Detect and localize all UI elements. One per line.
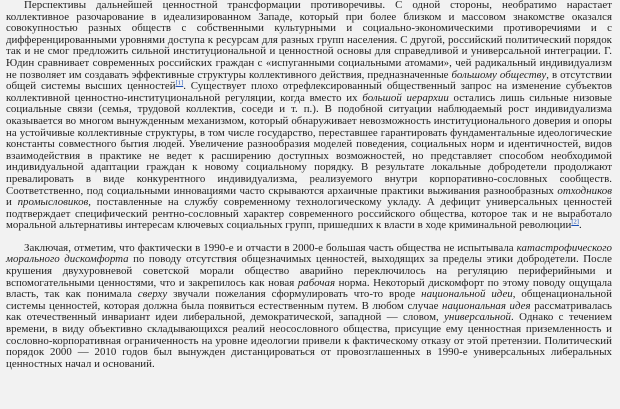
paragraph-1-text-2: , в отсутствии общей системы высших ценностей	[6, 68, 612, 93]
paragraph-2-emphasis-6: универсальной	[444, 311, 512, 324]
paragraph-2	[0, 243, 620, 371]
paragraph-1-text-6: , поставленные на службу современному технологическому укладу. А дефицит универсальных ценностей подтверждает специфический рентно-сословный характер современного российского общества, которое так и не выработало моральной альтернативы интересам ключевых социальных групп, пришедших к власти в ходе криминальной революции	[6, 196, 612, 232]
paragraph-2-text-3: норма. Некоторый дискомфорт по этому поводу ощущала власть, так как понимала	[6, 276, 612, 301]
paragraph-2-text-1: Заключая, отметим, что фактически в 1990-е и отчасти в 2000-е большая часть общества не испытывала	[24, 241, 517, 254]
paragraph-2-emphasis-3: сверху	[137, 288, 168, 301]
paragraph-2-text-6: рассматривалась как отечественный инвариант идеи либеральной, демократической, западной — словом,	[6, 299, 612, 324]
paragraph-1-emphasis-3: отходников	[557, 184, 612, 197]
paragraph-2-text-5: , общенациональной системы ценностей, которая должна была появиться естественным путем. В любом случае	[6, 288, 612, 312]
paragraph-1-emphasis-1: большому обществу	[451, 68, 547, 81]
paragraph-2-text-7: . Однако с течением времени, в виду объективно складывающихся реалий неосословного общества, присущие ему ценностная приземленность и сословно-корпоративная ограниченность на уровне идеологии привели к фактическому отказу от этой претензии. Политический порядок 2000 — 2010 годов был вынужден дистанцироваться от провозглашенных в 1990-е универсальных либеральных ценностных начал и оснований.	[6, 311, 612, 370]
paragraph-1-emphasis-2: большой иерархии	[362, 91, 449, 104]
paragraph-1-text-5: и	[6, 196, 18, 209]
paragraph-2-text-2: по поводу отсутствия общезначимых ценностей, выходящих за пределы этики добродетели. После крушения двухуровневой советской морали общество аварийно переключилось на регуляцию периферийными и вспомогательными ценностями, что и закрепилось как новая	[6, 253, 612, 289]
paragraph-2-emphasis-5: национальная идея	[442, 299, 531, 312]
paragraph-1-emphasis-4: промысловиков	[17, 196, 89, 209]
footnote-link-1[interactable]: [1]	[175, 79, 184, 87]
paragraph-1-text-4: остались лишь сильные низовые социальные связи (семья, трудовой коллектив, соседи и т. п.). В подобной ситуации наблюдаемый рост индивидуализма оказывается во многом вынужденным механизмом, который обнаруживает невозможность институционального доверия и опоры на устойчивые коллективные структуры, в том числе государство, переставшее гарантировать фундаментальные идеологические константы совместного бытия людей. Увеличение разнообразия моделей поведения, социальных норм и идентичностей, видов взаимодействия в практике не ведет к расширению доступных возможностей, но представляет способом необходимой индивидуальной адаптации граждан к новому социальному порядку. В результате локальные добродетели продолжают превалировать в виде конкурентного индивидуализма, реализуемого внутри корпоративно-сословных сообществ. Соответственно, под социальными инновациями часто скрываются архаичные практики выживания разнообразных	[6, 91, 612, 197]
paragraph-2-text-4: звучали пожелания сформулировать что-то вроде	[167, 288, 422, 301]
paragraph-2-emphasis-4: национальной идеи	[421, 288, 513, 301]
footnote-link-2[interactable]: [2]	[571, 218, 579, 226]
paragraph-2-emphasis-2: рабочая	[297, 276, 336, 289]
paragraph-1-text-3: . Существует плохо отрефлексированный общественный запрос на изменение субъектов коллективной ценностно-институциональной регуляции, когда вместо их	[6, 80, 613, 104]
paragraph-1-text-1: Перспективы дальнейшей ценностной трансформации противоречивы. С одной стороны, необратимо нарастает коллективное разочарование в идеализированном Западе, который при более близком и массовом знакомстве оказался совокупностью разных обществ с собственными культурными и социально-экономическими противоречиями и с дифференцированными уровнями доступа к ресурсам для разных групп населения. С другой, российский политический порядок так и не смог предложить сильной институциональной и ценностной основы для справедливой и универсальной интеграции. Г. Юдин сравнивает современных российских граждан с «испуганными социальными атомами», чей радикальный индивидуализм не позволяет им создавать эффективные структуры коллективного действия, предназначенные	[6, 0, 612, 81]
paragraph-2-emphasis-1: катастрофического морального дискомфорта	[6, 241, 612, 266]
paragraph-1-text-7: .	[578, 219, 582, 232]
